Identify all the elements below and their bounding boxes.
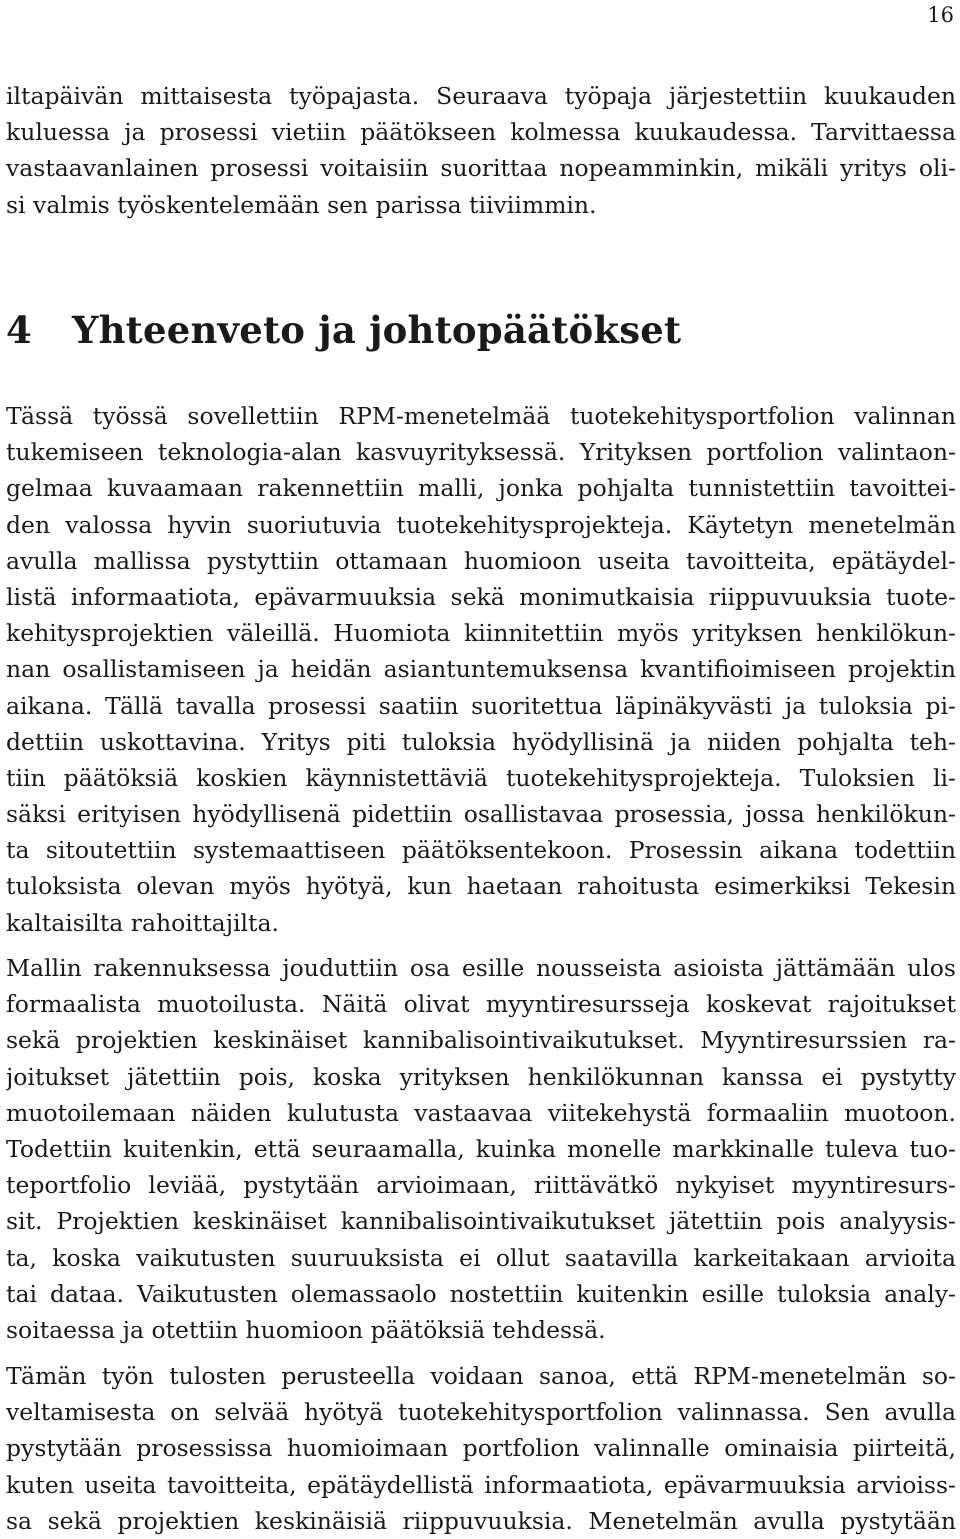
text-line: aikana. Tällä tavalla prosessi saatiin suoritettua läpinäkyvästi ja tuloksia pi-: [6, 691, 956, 720]
text-line: Tämän työn tulosten perusteella voidaan sanoa, että RPM-menetelmän so-: [6, 1362, 956, 1390]
text-line: sit. Projektien keskinäiset kannibalisointivaikutukset jätettiin pois analyysis-: [6, 1207, 956, 1236]
text-line: tiin päätöksiä koskien käynnistettäviä tuotekehitysprojekteja. Tuloksien li-: [6, 763, 956, 792]
text-line: muotoilemaan näiden kulutusta vastaavaa viitekehystä formaaliin muotoon.: [6, 1098, 956, 1127]
section-title: Yhteenveto ja johtopäätökset: [71, 308, 682, 352]
text-line: avulla mallissa pystyttiin ottamaan huomioon useita tavoitteita, epätäydel-: [6, 546, 956, 575]
text-line: kuten useita tavoitteita, epätäydellistä informaatiota, epävarmuuksia arvioiss-: [6, 1470, 956, 1499]
text-line: formaalista muotoilusta. Näitä olivat myyntiresursseja koskevat rajoitukset: [6, 990, 956, 1019]
text-line: kuluessa ja prosessi vietiin päätökseen kolmessa kuukaudessa. Tarvittaessa: [6, 118, 956, 147]
text-line: kehitysprojektien väleillä. Huomiota kiinnitettiin myös yrityksen henkilökun-: [6, 619, 956, 648]
text-line: den valossa hyvin suoriutuvia tuotekehitysprojekteja. Käytetyn menetelmän: [6, 510, 956, 539]
text-line: gelmaa kuvaamaan rakennettiin malli, jonka pohjalta tunnistettiin tavoittei-: [6, 474, 956, 503]
text-line: Todettiin kuitenkin, että seuraamalla, kuinka monelle markkinalle tuleva tuo-: [6, 1134, 956, 1163]
text-line: si valmis työskentelemään sen parissa tiiviimmin.: [6, 190, 597, 219]
paragraph-2: [6, 398, 956, 941]
text-line: iltapäivän mittaisesta työpajasta. Seuraava työpaja järjestettiin kuukauden: [6, 82, 956, 110]
text-line: listä informaatiota, epävarmuuksia sekä monimutkaisia riippuvuuksia tuote-: [6, 582, 956, 611]
text-line: kaltaisilta rahoittajilta.: [6, 908, 279, 937]
text-line: sekä projektien keskinäiset kannibalisointivaikutukset. Myyntiresurssien ra-: [6, 1026, 956, 1055]
paragraph-4: [6, 1358, 956, 1539]
section-number: 4: [6, 308, 32, 352]
text-line: dettiin uskottavina. Yritys piti tuloksia hyödyllisinä ja niiden pohjalta teh-: [6, 727, 956, 756]
section-heading: [6, 302, 681, 358]
text-line: teportfolio leviää, pystytään arvioimaan, riittävätkö nykyiset myyntiresurs-: [6, 1171, 956, 1200]
paragraph-3: [6, 950, 956, 1348]
text-line: Mallin rakennuksessa jouduttiin osa esille nousseista asioista jättämään ulos: [6, 954, 956, 982]
paragraph-1: [6, 78, 956, 223]
page-number: 16: [927, 3, 954, 27]
text-line: pystytään prosessissa huomioimaan portfolion valinnalle ominaisia piirteitä,: [6, 1434, 956, 1463]
text-line: ta, koska vaikutusten suuruuksista ei ollut saatavilla karkeitakaan arvioita: [6, 1243, 956, 1272]
text-line: veltamisesta on selvää hyötyä tuotekehitysportfolion valinnassa. Sen avulla: [6, 1398, 956, 1427]
text-line: tai dataa. Vaikutusten olemassaolo nostettiin kuitenkin esille tuloksia analy-: [6, 1279, 956, 1308]
text-line: soitaessa ja otettiin huomioon päätöksiä tehdessä.: [6, 1315, 606, 1344]
text-line: vastaavanlainen prosessi voitaisiin suorittaa nopeamminkin, mikäli yritys oli-: [6, 154, 956, 183]
text-line: Tässä työssä sovellettiin RPM-menetelmää tuotekehitysportfolion valinnan: [6, 402, 956, 430]
text-line: ta sitoutettiin systemaattiseen päätöksentekoon. Prosessin aikana todettiin: [6, 836, 956, 865]
text-line: joitukset jätettiin pois, koska yrityksen henkilökunnan kanssa ei pystytty: [6, 1062, 956, 1091]
text-line: nan osallistamiseen ja heidän asiantuntemuksensa kvantifioimiseen projektin: [6, 655, 956, 684]
text-line: tuloksista olevan myös hyötyä, kun haetaan rahoitusta esimerkiksi Tekesin: [6, 872, 956, 901]
text-line: säksi erityisen hyödyllisenä pidettiin osallistavaa prosessia, jossa henkilökun-: [6, 800, 956, 829]
text-line: sa sekä projektien keskinäisiä riippuvuuksia. Menetelmän avulla pystytään: [6, 1506, 956, 1535]
text-line: tukemiseen teknologia-alan kasvuyrityksessä. Yrityksen portfolion valintaon-: [6, 438, 956, 467]
